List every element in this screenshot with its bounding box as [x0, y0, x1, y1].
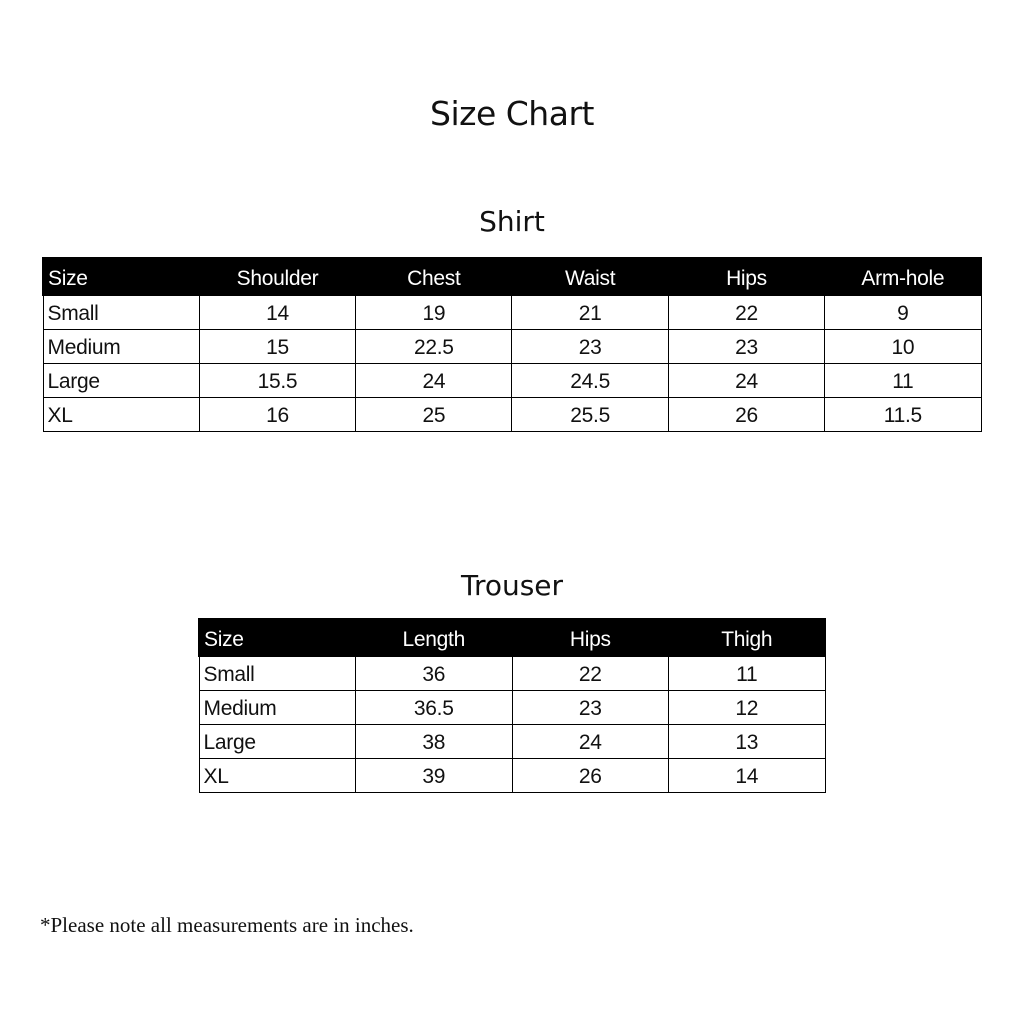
table-header-row: [199, 619, 825, 656]
table-cell: 26: [512, 759, 669, 793]
table-cell: 11: [825, 364, 981, 398]
table-cell: 11.5: [825, 398, 981, 432]
table-cell: 9: [825, 295, 981, 330]
table-cell: 36.5: [356, 691, 513, 725]
size-cell: Small: [43, 295, 199, 330]
column-header-waist: Waist: [512, 258, 668, 295]
table-cell: 26: [668, 398, 824, 432]
column-header-size: Size: [199, 619, 356, 656]
table-cell: 11: [669, 656, 826, 691]
shirt-size-table: [42, 257, 982, 432]
column-header-size: Size: [43, 258, 199, 295]
table-cell: 13: [669, 725, 826, 759]
table-cell: 24.5: [512, 364, 668, 398]
table-cell: 22: [512, 656, 669, 691]
size-cell: XL: [199, 759, 356, 793]
table-cell: 25.5: [512, 398, 668, 432]
size-cell: XL: [43, 398, 199, 432]
table-cell: 14: [669, 759, 826, 793]
table-cell: 22.5: [356, 330, 512, 364]
table-cell: 10: [825, 330, 981, 364]
measurement-footnote: *Please note all measurements are in inches.: [40, 913, 414, 937]
table-cell: 24: [356, 364, 512, 398]
table-cell: 24: [512, 725, 669, 759]
column-header-length: Length: [356, 619, 513, 656]
table-header-row: [43, 258, 981, 295]
trouser-section-title: Trouser: [460, 569, 564, 602]
size-cell: Small: [199, 656, 356, 691]
table-cell: 24: [668, 364, 824, 398]
table-cell: 25: [356, 398, 512, 432]
table-cell: 15: [199, 330, 355, 364]
size-cell: Medium: [199, 691, 356, 725]
column-header-chest: Chest: [356, 258, 512, 295]
column-header-hips: Hips: [512, 619, 669, 656]
column-header-shoulder: Shoulder: [199, 258, 355, 295]
table-row: [199, 691, 825, 725]
table-row: [199, 725, 825, 759]
table-cell: 12: [669, 691, 826, 725]
table-row: [199, 656, 825, 691]
table-cell: 21: [512, 295, 668, 330]
table-cell: 23: [668, 330, 824, 364]
table-cell: 38: [356, 725, 513, 759]
table-cell: 36: [356, 656, 513, 691]
table-cell: 22: [668, 295, 824, 330]
size-cell: Medium: [43, 330, 199, 364]
size-cell: Large: [199, 725, 356, 759]
table-cell: 23: [512, 691, 669, 725]
table-row: [43, 364, 981, 398]
table-cell: 15.5: [199, 364, 355, 398]
table-row: [43, 330, 981, 364]
column-header-arm-hole: Arm-hole: [825, 258, 981, 295]
table-cell: 14: [199, 295, 355, 330]
table-row: [43, 398, 981, 432]
table-cell: 23: [512, 330, 668, 364]
table-cell: 16: [199, 398, 355, 432]
column-header-thigh: Thigh: [669, 619, 826, 656]
table-cell: 39: [356, 759, 513, 793]
trouser-size-table: [198, 618, 826, 793]
column-header-hips: Hips: [668, 258, 824, 295]
table-row: [43, 295, 981, 330]
size-cell: Large: [43, 364, 199, 398]
table-cell: 19: [356, 295, 512, 330]
shirt-section-title: Shirt: [479, 205, 545, 238]
page-title: Size Chart: [430, 94, 594, 133]
table-row: [199, 759, 825, 793]
